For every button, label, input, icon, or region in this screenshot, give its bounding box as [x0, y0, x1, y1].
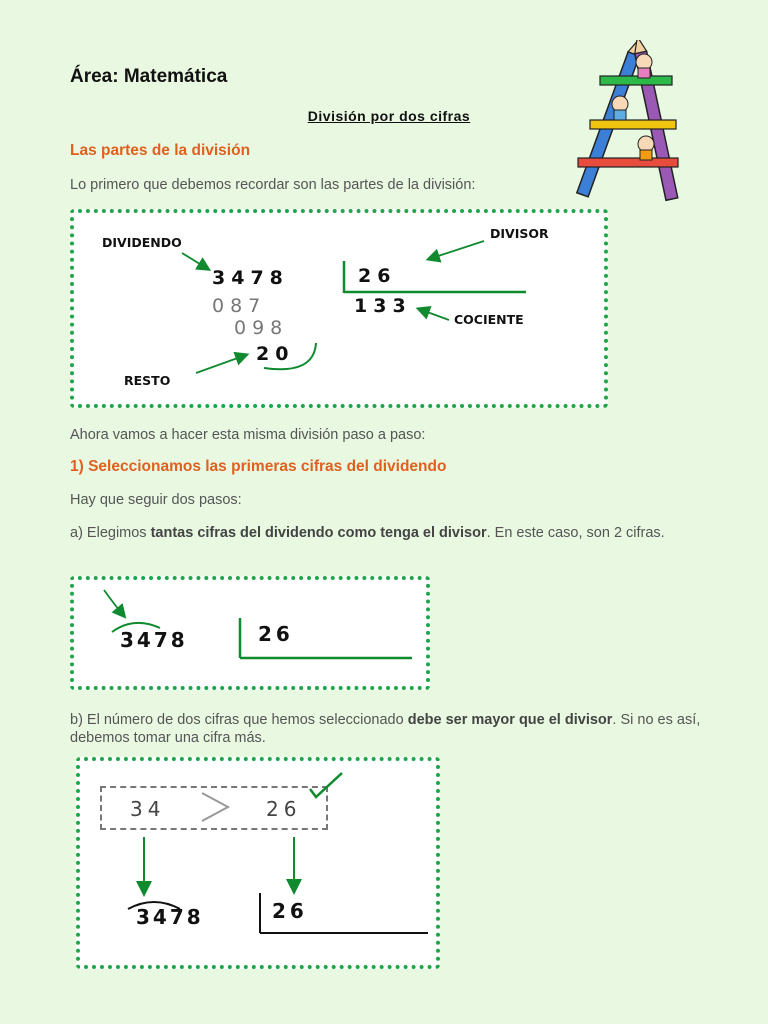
- dividend-number: 3478: [212, 267, 289, 289]
- partial-step-2: 098: [234, 317, 289, 339]
- step-a-text: [70, 524, 710, 542]
- step-a-suffix: . En este caso, son 2 cifras.: [486, 525, 665, 541]
- step-a-dividend: 3478: [120, 628, 188, 652]
- remainder-number: 20: [256, 343, 295, 365]
- divisor-label: DIVISOR: [490, 226, 549, 241]
- comparison-left: 34: [130, 797, 166, 821]
- step-a-prefix: a) Elegimos: [70, 525, 151, 541]
- step-b-lines: [80, 761, 444, 973]
- quotient-number: 133: [354, 295, 412, 317]
- comparison-right: 26: [266, 797, 302, 821]
- step-b-text: [70, 711, 710, 747]
- quotient-label: COCIENTE: [454, 312, 524, 327]
- step-a-divisor: 26: [258, 622, 294, 646]
- two-steps-text: Hay que seguir dos pasos:: [70, 492, 242, 508]
- document-title: División por dos cifras: [307, 108, 471, 124]
- greater-than-icon: [202, 793, 228, 821]
- division-parts-diagram: [70, 209, 608, 408]
- step-b-bold: debe ser mayor que el divisor: [407, 712, 613, 728]
- dividend-label: DIVIDENDO: [102, 235, 182, 250]
- step-b-suffix: . Si no es así, debemos tomar una cifra más.: [70, 712, 701, 746]
- step-b-divisor: 26: [272, 899, 308, 923]
- section-intro-text: Lo primero que debemos recordar son las partes de la división:: [70, 177, 476, 193]
- step-b-diagram: [76, 757, 440, 969]
- step-b-prefix: b) El número de dos cifras que hemos seleccionado: [70, 712, 408, 728]
- step-a-lines: [74, 580, 434, 694]
- divisor-number: 26: [358, 265, 397, 287]
- remainder-label: RESTO: [124, 373, 171, 388]
- section-heading-step-1: 1) Seleccionamos las primeras cifras del dividendo: [70, 458, 447, 475]
- step-b-dividend: 3478: [136, 905, 204, 929]
- step-a-diagram: [70, 576, 430, 690]
- section-heading-parts: Las partes de la división: [70, 142, 251, 159]
- check-icon: [310, 773, 342, 797]
- division-parts-lines: [74, 213, 612, 412]
- pencil-ladder-letter-a-illustration: [560, 40, 690, 210]
- step-a-bold: tantas cifras del dividendo como tenga el divisor: [150, 525, 487, 541]
- partial-step-1: 087: [212, 295, 267, 317]
- transition-text: Ahora vamos a hacer esta misma división paso a paso:: [70, 427, 426, 443]
- area-title: Área: Matemática: [70, 66, 228, 87]
